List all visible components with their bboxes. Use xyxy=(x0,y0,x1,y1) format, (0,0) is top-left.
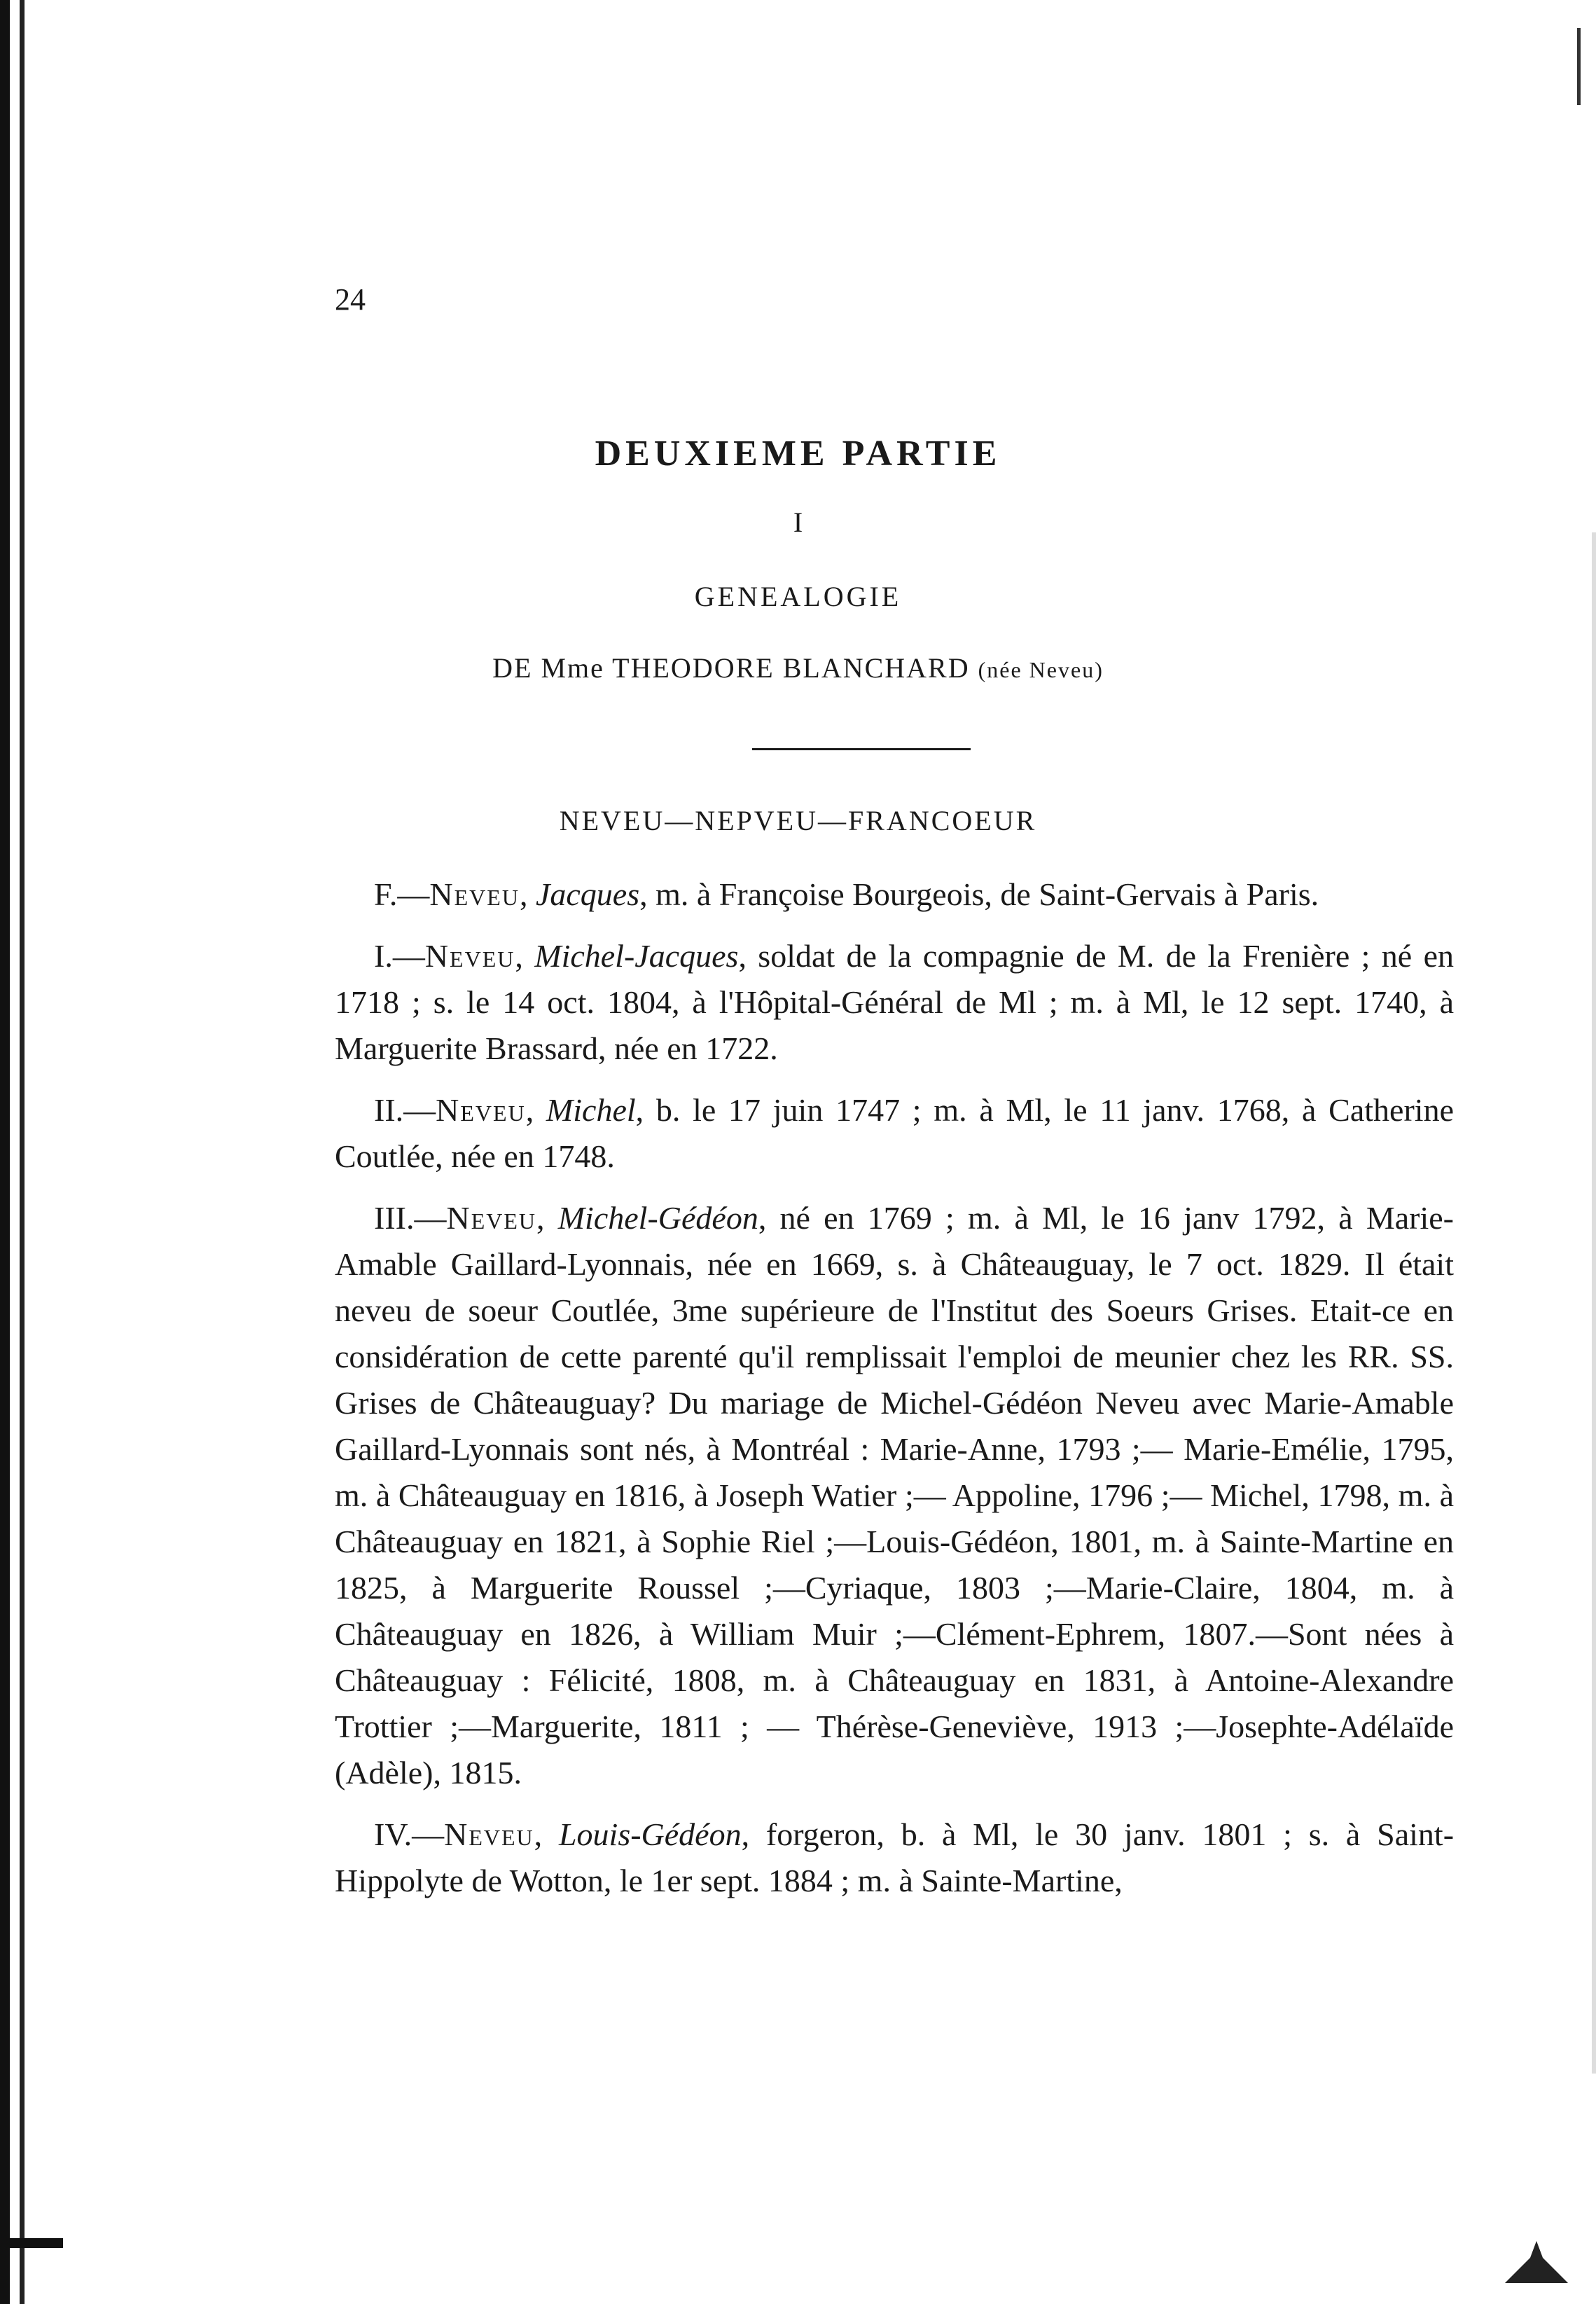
genealogy-entry: III.—Neveu, Michel-Gédéon, né en 1769 ; m. à Ml, le 16 janv 1792, à Marie-Amable Gaillard-Lyonnais, née en 1669, s. à Châteauguay, le 7 oct. 1829. Il était neveu de soeur Coutlée, 3me supérieure de l'Institut des Soeurs Grises. Etait-ce en considération de cette parenté qu'il remplissait l'emploi de meunier chez les RR. SS. Grises de Châteauguay? Du mariage de Michel-Gédéon Neveu avec Marie-Amable Gaillard-Lyonnais sont nés, à Montréal : Marie-Anne, 1793 ;— Marie-Emélie, 1795, m. à Châteauguay en 1816, à Joseph Watier ;— Appoline, 1796 ;— Michel, 1798, m. à Châteauguay en 1821, à Sophie Riel ;—Louis-Gédéon, 1801, m. à Sainte-Martine en 1825, à Marguerite Roussel ;—Cyriaque, 1803 ;—Marie-Claire, 1804, m. à Châteauguay en 1826, à William Muir ;—Clément-Ephrem, 1807.—Sont nées à Châteauguay : Félicité, 1808, m. à Châteauguay en 1831, à Antoine-Alexandre Trottier ;—Marguerite, 1811 ; — Thérèse-Geneviève, 1913 ;—Josephte-Adélaïde (Adèle), 1815. xyxy=(335,1200,1454,1791)
entry-marker: III. xyxy=(374,1200,415,1236)
genealogy-entry: IV.—Neveu, Louis-Gédéon, forgeron, b. à Ml, le 30 janv. 1801 ; s. à Saint-Hippolyte de Wotton, le 1er sept. 1884 ; m. à Sainte-Martine, xyxy=(335,1816,1455,1898)
genealogy-body xyxy=(335,871,1454,1919)
scan-corner-mark xyxy=(1505,2241,1568,2283)
section-divider xyxy=(752,748,971,750)
entry-surname: Neveu xyxy=(424,938,515,974)
entry-marker: F. xyxy=(374,876,398,912)
genealogy-entry: I.—Neveu, Michel-Jacques, soldat de la compagnie de M. de la Frenière ; né en 1718 ; s. le 14 oct. 1804, à l'Hôpital-Général de Ml ; m. à Ml, le 12 sept. 1740, à Marguerite Brassard, née en 1722. xyxy=(335,938,1454,1066)
part-title: DEUXIEME PARTIE xyxy=(595,434,1001,474)
entry-marker: II. xyxy=(374,1092,404,1128)
entry-given-name: Michel-Gédéon xyxy=(557,1200,758,1236)
entry-text: , b. le 17 juin 1747 ; m. à Ml, le 11 janv. 1768, à Catherine Coutlée, née en 1748. xyxy=(335,1092,1454,1174)
entry-given-name: Michel-Jacques xyxy=(534,938,739,974)
genealogy-entry: II.—Neveu, Michel, b. le 17 juin 1747 ; m. à Ml, le 11 janv. 1768, à Catherine Coutlée, née en 1748. xyxy=(335,1092,1454,1174)
scan-bottom-left-mark xyxy=(0,2238,63,2248)
page-number: 24 xyxy=(335,282,366,317)
section-subtitle-main: DE Mme THEODORE BLANCHARD xyxy=(492,652,970,684)
entry-surname: Neveu xyxy=(436,1092,526,1128)
section-subtitle xyxy=(0,651,1596,684)
scan-edge-right xyxy=(1592,532,1596,2074)
entry-text: , m. à Françoise Bourgeois, de Saint-Gervais à Paris. xyxy=(639,876,1319,912)
entry-marker: I. xyxy=(374,938,393,974)
section-title: GENEALOGIE xyxy=(694,581,902,612)
entry-surname: Neveu xyxy=(429,876,520,912)
entry-given-name: Louis-Gédéon xyxy=(558,1816,742,1852)
entry-text: , forgeron, b. à Ml, le 30 janv. 1801 ; s. à Saint-Hippolyte de Wotton, le 1er sept. 1884 ; m. à Sainte-Martine, xyxy=(335,1816,1455,1898)
scan-edge-left-inner xyxy=(20,0,25,2304)
entry-surname: Neveu xyxy=(444,1816,534,1852)
entry-text: , soldat de la compagnie de M. de la Frenière ; né en 1718 ; s. le 14 oct. 1804, à l'Hôpital-Général de Ml ; m. à Ml, le 12 sept. 1740, à Marguerite Brassard, née en 1722. xyxy=(335,938,1454,1066)
genealogy-entry: F.—Neveu, Jacques, m. à Françoise Bourgeois, de Saint-Gervais à Paris. xyxy=(374,876,1319,912)
family-header: NEVEU—NEPVEU—FRANCOEUR xyxy=(559,805,1037,836)
section-number: I xyxy=(793,506,803,538)
section-subtitle-note: (née Neveu) xyxy=(978,657,1104,682)
entry-given-name: Jacques xyxy=(535,876,640,912)
scan-edge-left xyxy=(0,0,10,2304)
scan-edge-right-top xyxy=(1577,28,1581,105)
entry-given-name: Michel xyxy=(546,1092,636,1128)
entry-marker: IV. xyxy=(374,1816,412,1852)
entry-text: , né en 1769 ; m. à Ml, le 16 janv 1792, à Marie-Amable Gaillard-Lyonnais, née en 1669, s. à Châteauguay, le 7 oct. 1829. Il était neveu de soeur Coutlée, 3me supérieure de l'Institut des Soeurs Grises. Etait-ce en considération de cette parenté qu'il remplissait l'emploi de meunier chez les RR. SS. Grises de Châteauguay? Du mariage de Michel-Gédéon Neveu avec Marie-Amable Gaillard-Lyonnais sont nés, à Montréal : Marie-Anne, 1793 ;— Marie-Emélie, 1795, m. à Châteauguay en 1816, à Joseph Watier ;— Appoline, 1796 ;— Michel, 1798, m. à Châteauguay en 1821, à Sophie Riel ;—Louis-Gédéon, 1801, m. à Sainte-Martine en 1825, à Marguerite Roussel ;—Cyriaque, 1803 ;—Marie-Claire, 1804, m. à Châteauguay en 1826, à William Muir ;—Clément-Ephrem, 1807.—Sont nées à Châteauguay : Félicité, 1808, m. à Châteauguay en 1831, à Antoine-Alexandre Trottier ;—Marguerite, 1811 ; — Thérèse-Geneviève, 1913 ;—Josephte-Adélaïde (Adèle), 1815. xyxy=(335,1200,1454,1791)
entry-surname: Neveu xyxy=(446,1200,537,1236)
